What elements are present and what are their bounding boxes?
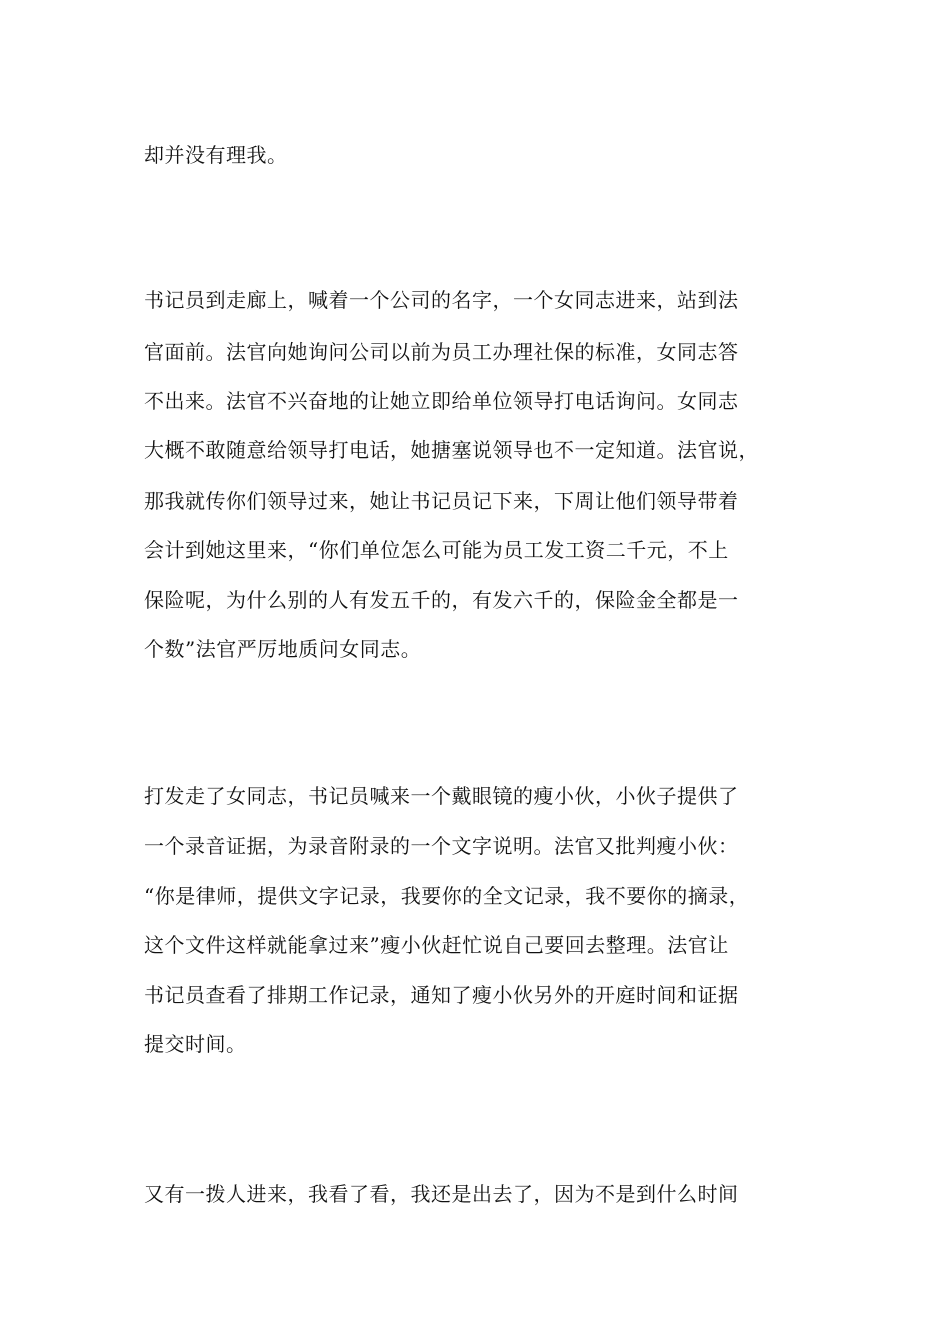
paragraph-1-line-1: 却并没有理我。 — [144, 143, 288, 167]
paragraph-2-line-2: 官面前。法官向她询问公司以前为员工办理社保的标准，女同志答 — [144, 340, 739, 364]
paragraph-4-line-1: 又有一拨人进来，我看了看，我还是出去了，因为不是到什么时间 — [144, 1182, 739, 1206]
paragraph-3-line-6: 提交时间。 — [144, 1032, 247, 1056]
paragraph-2-line-1: 书记员到走廊上，喊着一个公司的名字，一个女同志进来，站到法 — [144, 288, 739, 312]
paragraph-2-line-8: 个数”法官严厉地质问女同志。 — [144, 637, 422, 661]
paragraph-3-line-5: 书记员查看了排期工作记录，通知了瘦小伙另外的开庭时间和证据 — [144, 983, 739, 1007]
paragraph-2-line-7: 保险呢，为什么别的人有发五千的，有发六千的，保险金全都是一 — [144, 588, 739, 612]
paragraph-3-line-4: 这个文件这样就能拿过来”瘦小伙赶忙说自己要回去整理。法官让 — [144, 933, 729, 957]
paragraph-3-line-3: “你是律师，提供文字记录，我要你的全文记录，我不要你的摘录， — [144, 884, 750, 908]
paragraph-2-line-5: 那我就传你们领导过来，她让书记员记下来，下周让他们领导带着 — [144, 489, 739, 513]
paragraph-3-line-1: 打发走了女同志，书记员喊来一个戴眼镜的瘦小伙，小伙子提供了 — [144, 784, 739, 808]
paragraph-2-line-4: 大概不敢随意给领导打电话，她搪塞说领导也不一定知道。法官说， — [144, 438, 759, 462]
paragraph-2-line-3: 不出来。法官不兴奋地的让她立即给单位领导打电话询问。女同志 — [144, 389, 739, 413]
paragraph-3-line-2: 一个录音证据，为录音附录的一个文字说明。法官又批判瘦小伙： — [144, 834, 739, 858]
paragraph-2-line-6: 会计到她这里来，“你们单位怎么可能为员工发工资二千元，不上 — [144, 538, 729, 562]
